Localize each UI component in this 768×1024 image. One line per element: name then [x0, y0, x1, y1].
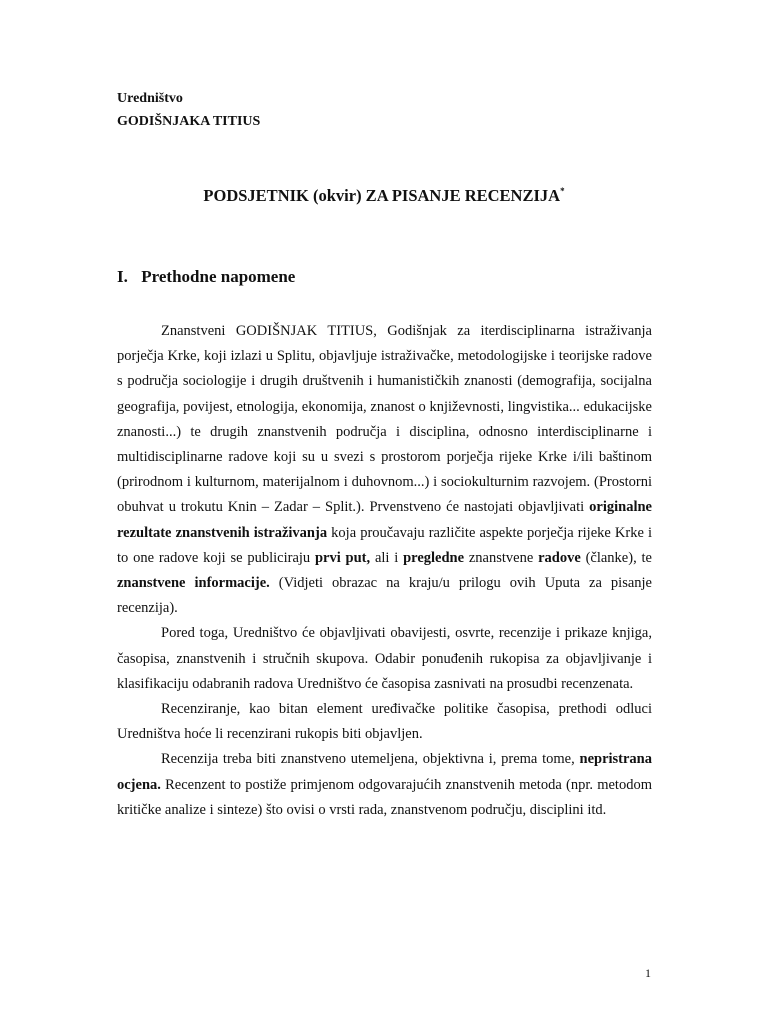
page-number: 1 [645, 966, 651, 980]
body-paragraph [117, 621, 652, 697]
paragraph-text: (članke), te [580, 549, 652, 566]
paragraph-text: ali i [370, 549, 404, 566]
document-body [117, 319, 652, 823]
paragraph-text: (Vidjeti obrazac na kraju/u prilogu ovih Uputa za pisanje recenzija). [117, 575, 652, 617]
paragraph-text: znanstvene [464, 549, 539, 566]
section-heading-text: Prethodne napomene [141, 267, 296, 286]
paragraph-text: Recenzija treba biti znanstveno utemeljena, objektivna i, prema tome, [161, 751, 580, 768]
paragraph-text: koja proučavaju različite aspekte porječja rijeke Krke i to one radove koji se publiciraju [117, 524, 652, 566]
section-number: I. [117, 267, 128, 286]
emphasized-text: znanstvene informacije. [117, 575, 270, 592]
paragraph-text: Recenzent to postiže primjenom odgovarajućih znanstvenih metoda (npr. metodom kritičke analize i sinteze) što ovisi o vrsti rada, znanstvenom području, disciplini itd. [117, 776, 652, 818]
title-footnote-mark: * [560, 186, 565, 196]
header-line-editorial: Uredništvo [117, 91, 183, 106]
paragraph-text: Znanstveni GODIŠNJAK TITIUS, Godišnjak za iterdisciplinarna istraživanja porječja Krke, koji izlazi u Splitu, objavljuje istraživačke, metodologijske i teorijske radove s područja sociologije i drugih društvenih i humanističkih znanosti (demografija, socijalna geografija, povijest, etnologija, ekonomija, znanost o književnosti, lingvistika... edukacijske znanosti...) te drugih znanstvenih područja i disciplina, odnosno interdisciplinarne i multidisciplinarne radove koji su u svezi s prostorom porječja rijeke Krke i/ili baštinom (prirodnom i kulturnom, materijalnom i duhovnom...) i sociokulturnim razvojem. (Prostorni obuhvat u trokutu Knin – Zadar – Split.). Prvenstveno će nastojati objavljivati [117, 323, 652, 516]
paragraph-text: Recenziranje, kao bitan element uređivačke politike časopisa, prethodi odluci Uredništva hoće li recenzirani rukopis biti objavljen. [117, 701, 652, 743]
body-paragraph [117, 747, 652, 823]
emphasized-text: prvi put, [314, 549, 371, 566]
emphasized-text: nepristrana ocjena. [117, 751, 652, 793]
section-heading [117, 267, 295, 287]
paragraph-text: Pored toga, Uredništvo će objavljivati obavijesti, osvrte, recenzije i prikaze knjiga, časopisa, znanstvenih i stručnih skupova. Odabir ponuđenih rukopisa za objavljivanje i klasifikaciju odabranih radova Uredništvo će časopisa zasnivati na prosudbi recenzenata. [117, 625, 652, 692]
document-title [0, 186, 768, 206]
body-paragraph [117, 697, 652, 747]
document-title-text: PODSJETNIK (okvir) ZA PISANJE RECENZIJA [203, 186, 561, 205]
header-line-journal: GODIŠNJAKA TITIUS [117, 114, 261, 129]
emphasized-text: pregledne [403, 549, 465, 566]
emphasized-text: originalne rezultate znanstvenih istraživanja [117, 499, 652, 541]
editorial-header [117, 87, 260, 133]
body-paragraph [117, 319, 652, 621]
emphasized-text: radove [538, 549, 581, 566]
